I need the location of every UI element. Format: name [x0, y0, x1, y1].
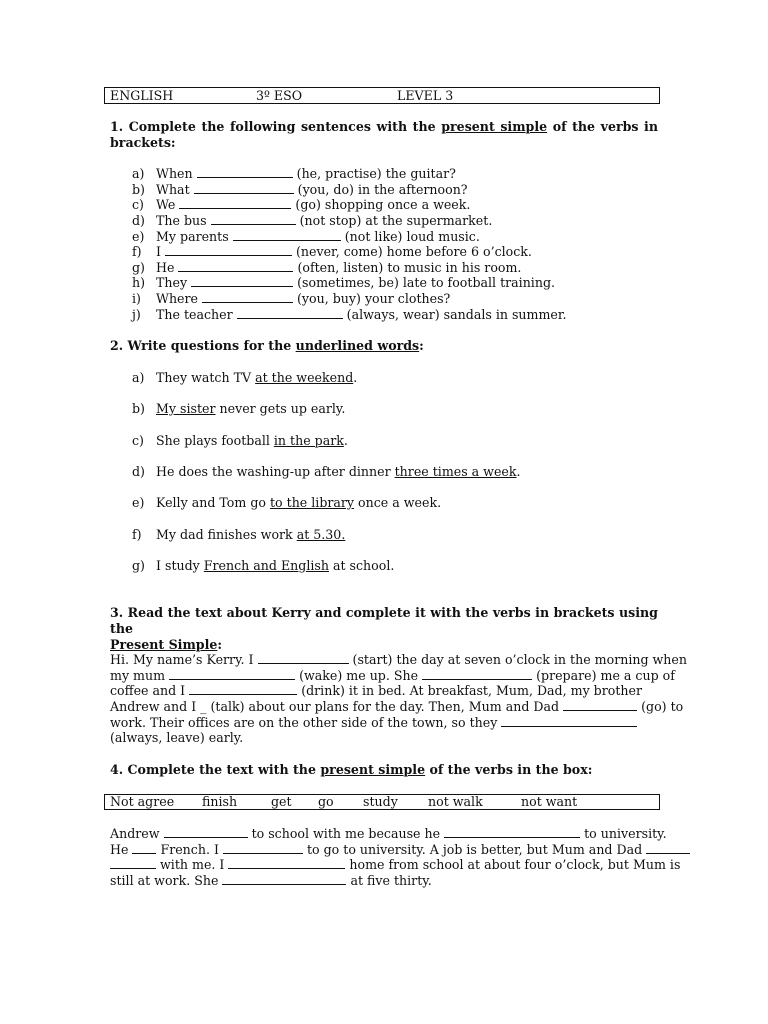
answer-blank[interactable] [646, 842, 690, 854]
answer-blank[interactable] [501, 715, 637, 727]
ex1-item-e: e) My parents (not like) loud music. [132, 229, 480, 244]
verb-option: go [318, 794, 334, 809]
ex2-item-c: c) She plays football in the park. [132, 433, 348, 448]
answer-blank[interactable] [422, 668, 532, 680]
verb-option: not want [521, 794, 578, 809]
ex2-item-g: g) I study French and English at school. [132, 558, 395, 573]
ex2-item-f: f) My dad finishes work at 5.30. [132, 527, 346, 542]
answer-blank[interactable] [169, 668, 295, 680]
answer-blank[interactable] [444, 826, 580, 838]
answer-blank[interactable] [228, 857, 345, 869]
verb-option: not walk [428, 794, 483, 809]
verb-option: Not agree [110, 794, 175, 809]
answer-blank[interactable] [178, 260, 293, 272]
ex1-item-f: f) I (never, come) home before 6 o’clock. [132, 244, 532, 259]
header-subject: ENGLISH [110, 88, 174, 103]
answer-blank[interactable] [233, 229, 341, 241]
exercise-2-heading: 2. Write questions for the underlined words: [110, 338, 424, 353]
exercise-3-heading: 3. Read the text about Kerry and complete it with the verbs in brackets using the Present Simple: [110, 605, 658, 652]
header-level: LEVEL 3 [397, 88, 454, 103]
ex1-item-d: d) The bus (not stop) at the supermarket. [132, 213, 493, 228]
answer-blank[interactable] [191, 275, 293, 287]
answer-blank[interactable] [164, 826, 248, 838]
verb-option: finish [202, 794, 238, 809]
ex2-item-d: d) He does the washing-up after dinner three times a week. [132, 464, 521, 479]
answer-blank[interactable] [223, 842, 303, 854]
answer-blank[interactable] [211, 213, 296, 225]
exercise-4-heading: 4. Complete the text with the present simple of the verbs in the box: [110, 762, 593, 777]
answer-blank[interactable] [222, 873, 346, 885]
ex1-item-i: i) Where (you, buy) your clothes? [132, 291, 451, 306]
ex2-item-e: e) Kelly and Tom go to the library once a week. [132, 495, 442, 510]
ex1-item-b: b) What (you, do) in the afternoon? [132, 182, 468, 197]
ex1-item-j: j) The teacher (always, wear) sandals in summer. [132, 307, 567, 322]
answer-blank[interactable] [202, 291, 293, 303]
answer-blank[interactable] [237, 307, 343, 319]
exercise-1-heading: 1. Complete the following sentences with the present simple of the verbs in brackets: [110, 119, 658, 150]
header-box [104, 87, 660, 104]
answer-blank[interactable] [194, 182, 294, 194]
ex1-item-c: c) We (go) shopping once a week. [132, 197, 471, 212]
ex1-item-h: h) They (sometimes, be) late to football training. [132, 275, 556, 290]
ex1-item-g: g) He (often, listen) to music in his room. [132, 260, 522, 275]
header-course: 3º ESO [256, 88, 303, 103]
ex1-item-a: a) When (he, practise) the guitar? [132, 166, 456, 181]
verb-option: study [363, 794, 398, 809]
verb-box [104, 794, 660, 810]
answer-blank[interactable] [179, 197, 291, 209]
exercise-4-text: Andrew to school with me because he to university. He French. I to go to university. A job is better, but Mum and Dad with me. I home from school at about four o’clock, but Mum is still at work. She at five thirty. [110, 826, 658, 889]
answer-blank[interactable] [110, 857, 156, 869]
ex2-item-b: b) My sister never gets up early. [132, 401, 346, 416]
answer-blank[interactable] [132, 842, 156, 854]
answer-blank[interactable] [165, 244, 292, 256]
answer-blank[interactable] [563, 699, 637, 711]
answer-blank[interactable] [258, 652, 349, 664]
answer-blank[interactable] [197, 166, 293, 178]
ex2-item-a: a) They watch TV at the weekend. [132, 370, 358, 385]
exercise-3-text: Hi. My name’s Kerry. I (start) the day at seven o’clock in the morning when my mum (wake) me up. She (prepare) me a cup of coffee and I (drink) it in bed. At breakfast, Mum, Dad, my brother Andrew and I _ (talk) about our plans for the day. Then, Mum and Dad (go) to work. Their offices are on the other side of the town, so they (always, leave) early. [110, 652, 687, 746]
verb-option: get [271, 794, 292, 809]
answer-blank[interactable] [189, 683, 297, 695]
